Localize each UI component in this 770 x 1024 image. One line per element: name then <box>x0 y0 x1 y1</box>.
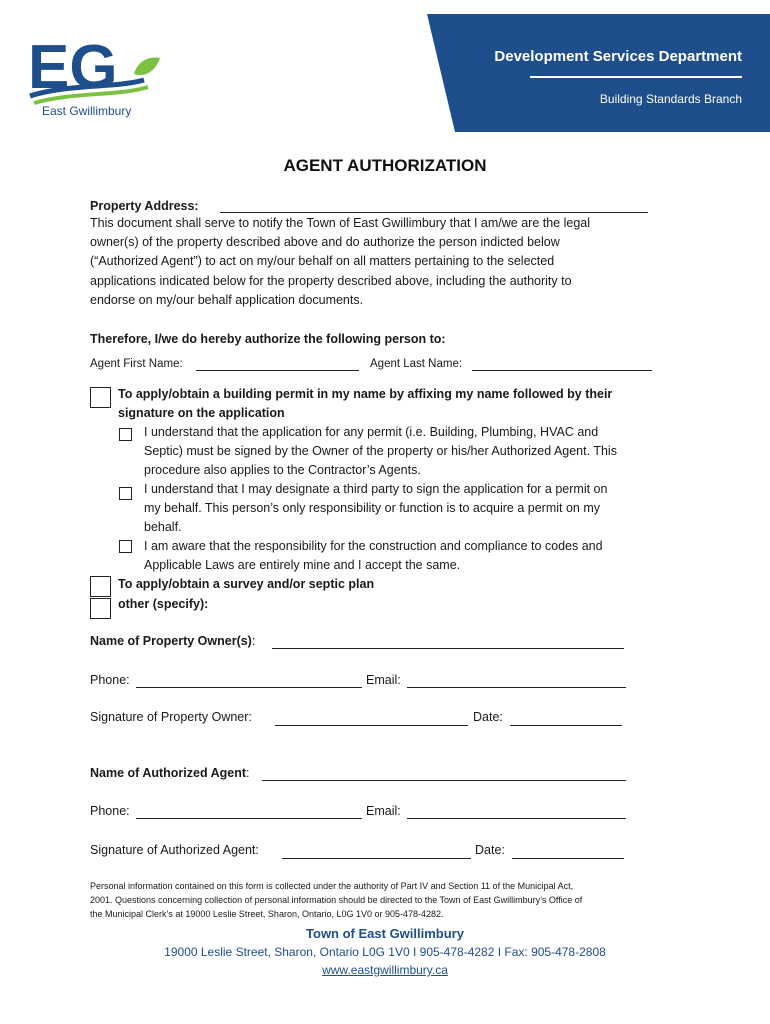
header-divider <box>530 76 742 78</box>
property-address-field[interactable] <box>220 199 648 213</box>
ack-responsibility-checkbox[interactable] <box>119 540 132 553</box>
agent-last-name-field[interactable] <box>472 359 652 371</box>
footer-website-link[interactable]: www.eastgwillimbury.ca <box>322 963 448 977</box>
branch-name: Building Standards Branch <box>599 92 742 106</box>
building-permit-checkbox[interactable] <box>90 387 111 408</box>
ack-line: my behalf. This person’s only responsibility or function is to acquire a permit on my <box>144 501 600 516</box>
agent-last-name-label: Agent Last Name: <box>370 358 463 370</box>
ack-line: procedure also applies to the Contractor’s Agents. <box>144 463 421 478</box>
intro-line: applications indicated below for the property described above, including the authority to <box>90 273 572 288</box>
privacy-line: Personal information contained on this form is collected under the authority of Part IV and Section 11 of the Municipal Act, <box>90 881 574 891</box>
form-title: AGENT AUTHORIZATION <box>283 156 487 175</box>
owner-name-field[interactable] <box>272 635 624 649</box>
ack-permit-signing-checkbox[interactable] <box>119 428 132 441</box>
ack-line: behalf. <box>144 520 182 535</box>
intro-line: endorse on my/our behalf application documents. <box>90 292 364 307</box>
svg-text:EG: EG <box>28 33 118 102</box>
agent-email-field[interactable] <box>407 805 626 819</box>
ack-line: Applicable Laws are entirely mine and I accept the same. <box>144 558 461 573</box>
intro-paragraph <box>90 214 690 310</box>
other-option: other (specify): <box>118 597 209 611</box>
owner-phone-field[interactable] <box>136 674 362 688</box>
building-permit-option <box>118 385 678 423</box>
agent-phone-label: Phone: <box>90 804 130 818</box>
owner-date-field[interactable] <box>510 712 622 726</box>
ack-third-party-text <box>144 480 704 538</box>
owner-name-label: Name of Property Owner(s) <box>90 634 252 648</box>
intro-line: (“Authorized Agent”) to act on my/our behalf on all matters pertaining to the selected <box>90 254 555 269</box>
survey-option: To apply/obtain a survey and/or septic plan <box>118 577 375 591</box>
ack-line: I understand that the application for any permit (i.e. Building, Plumbing, HVAC and <box>144 425 599 439</box>
owner-name-row: Name of Property Owner(s): <box>90 634 256 648</box>
privacy-notice <box>90 879 730 921</box>
agent-signature-label: Signature of Authorized Agent: <box>90 843 259 857</box>
agent-first-name-label: Agent First Name: <box>90 358 183 370</box>
privacy-line: the Municipal Clerk’s at 19000 Leslie Street, Sharon, Ontario, L0G 1V0 or 905-478-4282. <box>90 909 444 919</box>
agent-phone-field[interactable] <box>136 805 362 819</box>
privacy-line: 2001. Questions concerning collection of personal information should be directed to the Town of East Gwillimbury’s Office of <box>90 895 583 905</box>
ack-line: Septic) must be signed by the Owner of the property or his/her Authorized Agent. This <box>144 444 617 459</box>
logo-wordmark: East Gwillimbury <box>42 104 132 118</box>
owner-signature-field[interactable] <box>275 712 468 726</box>
intro-line: This document shall serve to notify the Town of East Gwillimbury that I am/we are the legal <box>90 216 590 230</box>
option-line: To apply/obtain a building permit in my name by affixing my name followed by their <box>118 387 613 401</box>
agent-name-label: Name of Authorized Agent <box>90 766 247 780</box>
agent-email-label: Email: <box>366 804 401 818</box>
owner-signature-label: Signature of Property Owner: <box>90 710 252 724</box>
agent-name-row: Name of Authorized Agent: <box>90 766 250 780</box>
footer-address: 19000 Leslie Street, Sharon, Ontario L0G 1V0 I 905-478-4282 I Fax: 905-478-2808 <box>164 945 606 959</box>
footer-town-name: Town of East Gwillimbury <box>306 926 464 941</box>
agent-date-label: Date: <box>475 843 505 857</box>
department-name: Development Services Department <box>494 48 742 65</box>
agent-name-field[interactable] <box>262 767 626 781</box>
agent-signature-field[interactable] <box>282 845 471 859</box>
ack-permit-signing-text <box>144 423 704 481</box>
owner-phone-label: Phone: <box>90 673 130 687</box>
option-line: signature on the application <box>118 406 285 421</box>
ack-line: I am aware that the responsibility for the construction and compliance to codes and <box>144 539 603 553</box>
ack-line: I understand that I may designate a third party to sign the application for a permit on <box>144 482 608 496</box>
owner-email-field[interactable] <box>407 674 626 688</box>
authorize-heading: Therefore, I/we do hereby authorize the following person to: <box>90 332 446 346</box>
department-header <box>455 14 770 132</box>
owner-date-label: Date: <box>473 710 503 724</box>
other-checkbox[interactable] <box>90 598 111 619</box>
ack-responsibility-text <box>144 537 704 575</box>
agent-first-name-field[interactable] <box>196 359 359 371</box>
property-address-label: Property Address: <box>90 199 199 213</box>
survey-checkbox[interactable] <box>90 576 111 597</box>
intro-line: owner(s) of the property described above and do authorize the person indicted below <box>90 235 560 250</box>
ack-third-party-checkbox[interactable] <box>119 487 132 500</box>
agent-date-field[interactable] <box>512 845 624 859</box>
owner-email-label: Email: <box>366 673 401 687</box>
